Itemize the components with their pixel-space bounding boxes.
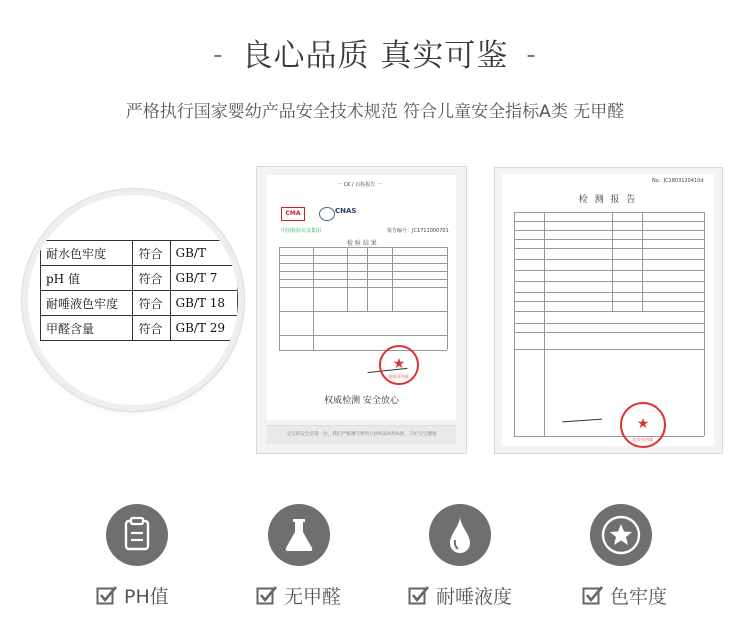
table-row [41,291,238,316]
signature [562,411,603,423]
clipboard-icon [106,504,168,566]
official-stamp: ★ 检验专用章 [620,402,666,448]
title-dash-right: - [526,40,537,70]
test-result: 符合 [133,266,170,291]
official-stamp: ★ 检验专用章 [379,345,419,385]
droplet-icon [429,504,491,566]
test-standard: GB/T 29 [170,316,237,341]
report-header: 一 CK / 百检报告 一 [337,182,382,188]
feature-color-fastness [582,582,667,608]
star-icon [590,504,652,566]
org-name: 中国检验认证集团 [281,228,322,234]
feature-label: PH值 [124,585,169,608]
table-row [41,266,238,291]
test-standard: GB/T 18 [170,291,237,316]
feature-formaldehyde-free [256,582,341,608]
test-item: 耐唾液色牢度 [41,291,133,316]
report-number: 报告编号：JC1711000701 [387,228,449,234]
report-tagline: 权威检测 安全放心 [324,396,399,406]
report-note-bar [267,425,456,444]
cma-logo: CMA [281,207,305,221]
magnifier-lens [28,195,238,405]
test-item: 甲醛含量 [41,316,133,341]
test-result: 符合 [133,241,170,266]
report-title: 检 测 报 告 [578,195,638,205]
table-row [41,316,238,341]
test-item: 耐水色牢度 [41,241,133,266]
results-title: 检 验 结 果 [347,240,377,247]
test-result: 符合 [133,316,170,341]
flask-icon [268,504,330,566]
checkbox-icon [582,585,604,605]
page-subtitle: 严格执行国家婴幼产品安全技术规范 符合儿童安全指标A类 无甲醛 [125,102,625,122]
page-title [0,30,750,75]
magnified-results-table [40,240,238,341]
test-report-document-1 [256,166,467,454]
report-number: No.: JC1803120410d [652,178,704,184]
test-report-document-2 [494,167,723,454]
test-item: pH 值 [41,266,133,291]
title-dash-left: - [213,40,224,70]
test-result: 符合 [133,291,170,316]
feature-label: 耐唾液度 [436,585,513,608]
feature-label: 无甲醛 [284,585,342,608]
certification-icon [319,207,335,221]
feature-ph [96,582,169,608]
report-page [502,174,714,446]
feature-label: 色牢度 [610,585,668,608]
title-text: 良心品质 真实可鉴 [241,38,509,74]
checkbox-icon [96,585,118,605]
checkbox-icon [256,585,278,605]
table-row [41,241,238,266]
report-page [267,175,456,420]
test-standard: GB/T 7 [170,266,237,291]
cnas-logo: CNAS [335,207,357,215]
test-standard: GB/T [170,241,237,266]
checkbox-icon [408,585,430,605]
report-note: 宝宝的安全是第一位，我们严格遵守婴幼儿纺织品A类标准，守护宝宝健康 [286,432,437,437]
feature-saliva-fastness [408,582,512,608]
